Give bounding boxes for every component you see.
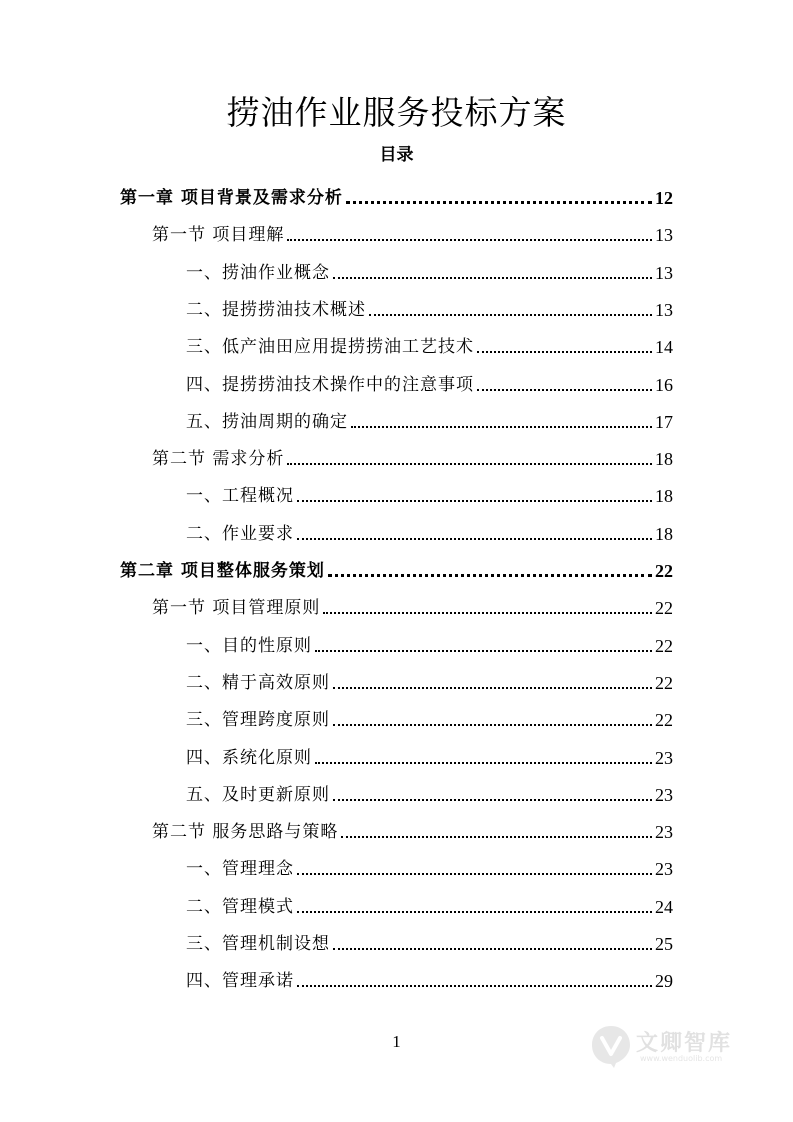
toc-entry-page: 18 — [655, 523, 673, 544]
toc-leader-dots — [297, 911, 652, 913]
watermark-url: www.wenduolib.com — [640, 1054, 723, 1063]
toc-entry-level-2[interactable] — [152, 596, 673, 620]
toc-entry-label: 二、提捞捞油技术概述 — [186, 299, 366, 320]
toc-entry-level-3[interactable] — [186, 410, 673, 434]
toc-leader-dots — [315, 762, 652, 764]
toc-entry-level-3[interactable] — [186, 969, 673, 993]
toc-entry-level-3[interactable] — [186, 671, 673, 695]
toc-entry-level-3[interactable] — [186, 746, 673, 770]
toc-entry-label: 一、捞油作业概念 — [186, 262, 330, 283]
toc-entry-label: 四、管理承诺 — [186, 971, 294, 992]
toc-entry-page: 12 — [655, 188, 673, 208]
toc-leader-dots — [333, 948, 652, 950]
toc-leader-dots — [297, 985, 652, 987]
toc-entry-label: 一、目的性原则 — [186, 635, 312, 656]
toc-heading: 目录 — [379, 145, 414, 165]
toc-leader-dots — [333, 799, 652, 801]
toc-entry-label: 三、管理跨度原则 — [186, 710, 330, 731]
toc-entry-page: 13 — [655, 262, 673, 283]
toc-entry-label: 第一节 项目理解 — [152, 225, 285, 246]
toc-entry-level-3[interactable] — [186, 895, 673, 919]
toc-entry-level-3[interactable] — [186, 298, 673, 322]
toc-entry-level-3[interactable] — [186, 634, 673, 658]
toc-entry-label: 一、工程概况 — [186, 486, 294, 507]
toc-entry-level-3[interactable] — [186, 522, 673, 546]
toc-entry-level-3[interactable] — [186, 484, 673, 508]
toc-entry-page: 24 — [655, 896, 673, 917]
toc-entry-page: 23 — [655, 822, 673, 843]
toc-entry-page: 22 — [655, 561, 673, 581]
document-title: 捞油作业服务投标方案 — [226, 93, 567, 132]
toc-entry-page: 23 — [655, 859, 673, 880]
toc-leader-dots — [323, 612, 652, 614]
toc-entry-page: 29 — [655, 971, 673, 992]
toc-entry-page: 22 — [655, 598, 673, 619]
toc-leader-dots — [341, 836, 652, 838]
toc-entry-page: 13 — [655, 299, 673, 320]
toc-entry-page: 13 — [655, 225, 673, 246]
toc-entry-label: 第二节 需求分析 — [152, 449, 285, 470]
toc-entry-label: 二、精于高效原则 — [186, 672, 330, 693]
toc-leader-dots — [333, 687, 652, 689]
toc-entry-level-3[interactable] — [186, 708, 673, 732]
toc-entry-label: 四、系统化原则 — [186, 747, 312, 768]
toc-leader-dots — [477, 351, 652, 353]
toc-entry-level-1[interactable] — [120, 186, 673, 210]
toc-entry-level-2[interactable] — [152, 447, 673, 471]
toc-entry-page: 17 — [655, 411, 673, 432]
toc-leader-dots — [297, 538, 652, 540]
toc-entry-page: 18 — [655, 486, 673, 507]
toc-entry-level-2[interactable] — [152, 223, 673, 247]
toc-entry-page: 25 — [655, 934, 673, 954]
toc-entry-page: 22 — [655, 672, 673, 693]
toc-entry-label: 第二节 服务思路与策略 — [152, 822, 339, 843]
toc-leader-dots — [333, 724, 652, 726]
toc-leader-dots — [369, 314, 652, 316]
watermark-text: 文卿智库 — [636, 1031, 733, 1056]
toc-entry-page: 22 — [655, 710, 673, 731]
toc-entry-level-1[interactable] — [120, 559, 673, 583]
toc-leader-dots — [346, 201, 652, 204]
toc-entry-label: 二、作业要求 — [186, 523, 294, 544]
toc-leader-dots — [297, 873, 652, 875]
toc-entry-page: 22 — [655, 635, 673, 656]
toc-entry-label: 第一节 项目管理原则 — [152, 598, 321, 619]
toc-entry-label: 三、低产油田应用提捞捞油工艺技术 — [186, 337, 474, 358]
toc-entry-label: 一、管理理念 — [186, 859, 294, 880]
toc-leader-dots — [477, 389, 652, 391]
toc-entry-label: 第二章 项目整体服务策划 — [120, 561, 325, 581]
toc-entry-label: 五、及时更新原则 — [186, 784, 330, 805]
toc-entry-label: 四、提捞捞油技术操作中的注意事项 — [186, 374, 474, 395]
toc-entry-level-3[interactable] — [186, 932, 673, 956]
toc-entry-label: 第一章 项目背景及需求分析 — [120, 188, 343, 208]
toc-entry-label: 二、管理模式 — [186, 896, 294, 917]
watermark — [590, 1020, 760, 1076]
wenku-logo-icon — [590, 1024, 632, 1070]
toc-entry-page: 18 — [655, 449, 673, 470]
toc-entry-level-3[interactable] — [186, 857, 673, 881]
toc-entry-level-3[interactable] — [186, 335, 673, 359]
toc-entry-page: 16 — [655, 374, 673, 395]
toc-leader-dots — [315, 650, 652, 652]
toc-entry-label: 五、捞油周期的确定 — [186, 411, 348, 432]
toc-entry-label: 三、管理机制设想 — [186, 934, 330, 954]
toc-leader-dots — [328, 574, 652, 577]
toc-entry-page: 14 — [655, 337, 673, 358]
toc-entry-page: 23 — [655, 747, 673, 768]
toc-entry-level-3[interactable] — [186, 261, 673, 285]
toc-leader-dots — [333, 277, 652, 279]
page-number: 1 — [392, 1032, 401, 1051]
toc-entry-level-2[interactable] — [152, 820, 673, 844]
toc-leader-dots — [287, 239, 652, 241]
toc-entry-page: 23 — [655, 784, 673, 805]
toc-leader-dots — [287, 463, 652, 465]
toc-entry-level-3[interactable] — [186, 373, 673, 397]
toc-entry-level-3[interactable] — [186, 783, 673, 807]
toc-leader-dots — [297, 500, 652, 502]
toc-leader-dots — [351, 426, 652, 428]
